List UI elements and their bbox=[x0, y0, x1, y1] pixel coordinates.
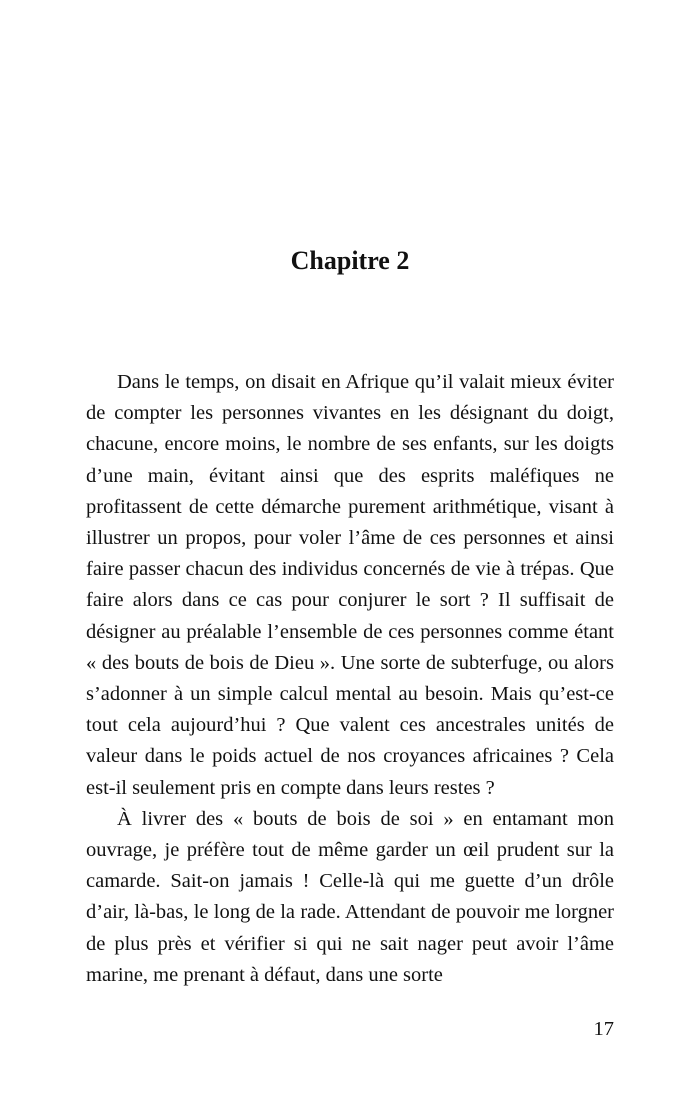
paragraph-2: À livrer des « bouts de bois de soi » en entamant mon ouvrage, je préfère tout de même garder un œil prudent sur la camarde. Sait-on jamais ! Celle-là qui me guette d’un drôle d’air, là-bas, le long de la rade. Attendant de pouvoir me lorgner de plus près et vérifier si qui ne sait nager peut avoir l’âme marine, me prenant à défaut, dans une sorte bbox=[86, 807, 614, 986]
page-number: 17 bbox=[593, 1018, 614, 1040]
chapter-title: Chapitre 2 bbox=[290, 246, 410, 275]
chapter-body bbox=[86, 367, 614, 991]
paragraph-1: Dans le temps, on disait en Afrique qu’il valait mieux éviter de compter les personnes vivantes en les désignant du doigt, chacune, encore moins, le nombre de ses enfants, sur les doigts d’une main, évitant ainsi que des esprits maléfiques ne profitassent de cette démarche purement arithmétique, visant à illustrer un propos, pour voler l’âme de ces personnes et ainsi faire passer chacun des individus concernés de vie à trépas. Que faire alors dans ce cas pour conjurer le sort ? Il suffisait de désigner au préalable l’ensemble de ces personnes comme étant « des bouts de bois de Dieu ». Une sorte de subterfuge, ou alors s’adonner à un simple calcul mental au besoin. Mais qu’est-ce tout cela aujourd’hui ? Que valent ces ancestrales unités de valeur dans le poids actuel de nos croyances africaines ? Cela est-il seulement pris en compte dans leurs restes ? bbox=[86, 371, 614, 799]
